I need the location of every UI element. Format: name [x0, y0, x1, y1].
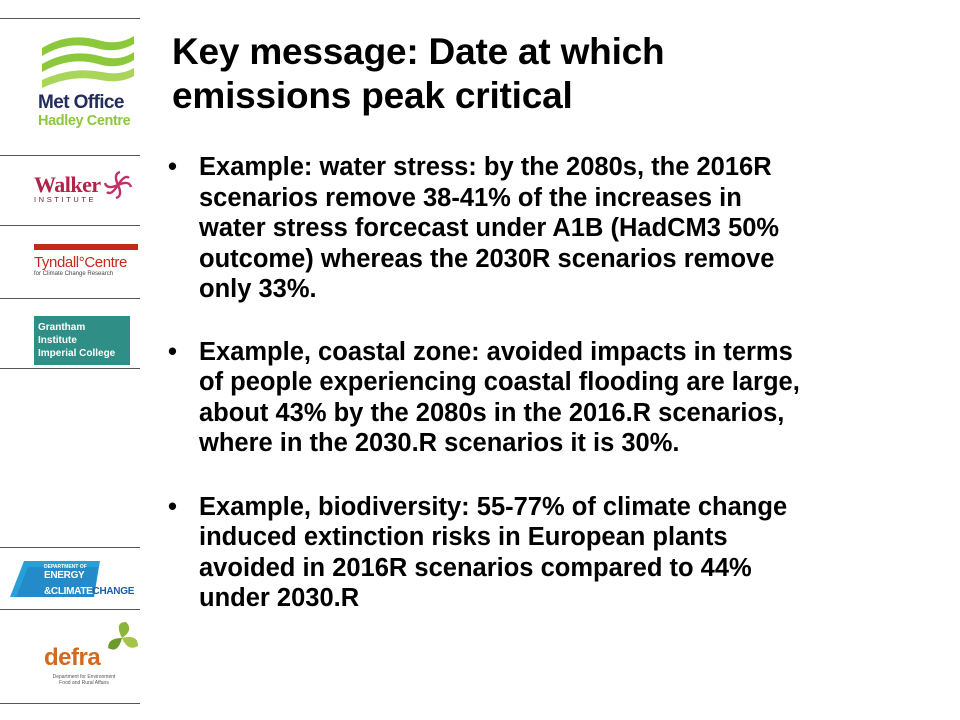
bullet-line: Example: water stress: by the 2080s, the 2016R [199, 153, 772, 181]
met-office-logo [38, 30, 136, 130]
walker-flower-icon [103, 170, 133, 200]
bullet-line: water stress forcecast under A1B (HadCM3 50% [199, 214, 780, 242]
sidebar-divider [0, 609, 140, 610]
slide-title-line: Key message: Date at which [172, 31, 665, 72]
decc-climate: &CLIMATE [44, 586, 93, 597]
bullet-item [168, 152, 958, 305]
walker-name: Walker [34, 172, 101, 197]
tyndall-name: Tyndall°Centre [34, 254, 127, 271]
bullet-line: under 2030.R [199, 584, 360, 612]
sidebar-divider [0, 298, 140, 299]
logo-sidebar [0, 0, 140, 720]
slide-title-line: emissions peak critical [172, 75, 573, 116]
bullet-item [168, 492, 958, 614]
defra-leaves-icon [104, 620, 140, 656]
bullet-list [168, 152, 958, 614]
bullet-line: induced extinction risks in European plants [199, 523, 728, 551]
bullet-line: avoided in 2016R scenarios compared to 44% [199, 553, 752, 582]
decc-small-label: DEPARTMENT OF [44, 564, 87, 570]
bullet-line: scenarios remove 38-41% of the increases in [199, 183, 742, 212]
bullet-item [168, 337, 958, 459]
sidebar-divider [0, 18, 140, 19]
sidebar-divider [0, 155, 140, 156]
bullet-line: where in the 2030.R scenarios it is 30%. [199, 429, 680, 457]
grantham-line1: Grantham Institute [38, 322, 86, 346]
grantham-line2: Imperial College [38, 348, 116, 359]
bullet-marker: • [168, 153, 177, 181]
bullet-marker: • [168, 492, 177, 521]
sidebar-divider [0, 368, 140, 369]
met-office-name: Met Office [38, 92, 124, 113]
met-office-sub: Hadley Centre [38, 113, 131, 129]
sidebar-divider [0, 547, 140, 548]
defra-name: defra [44, 644, 101, 671]
defra-sub2: Food and Rural Affairs [59, 680, 109, 686]
bullet-line: outcome) whereas the 2030R scenarios remove [199, 244, 775, 273]
sidebar-divider [0, 225, 140, 226]
bullet-line: of people experiencing coastal flooding are large, [199, 368, 800, 396]
tyndall-red-bar-icon [34, 244, 138, 250]
tyndall-logo [34, 244, 138, 277]
bullet-line: Example, coastal zone: avoided impacts in terms [199, 337, 793, 366]
decc-change: CHANGE [92, 586, 135, 597]
bullet-line: about 43% by the 2080s in the 2016.R scenarios, [199, 398, 785, 427]
met-office-swoosh-icon [38, 30, 136, 88]
grantham-logo [34, 316, 130, 365]
bullet-line: only 33%. [199, 275, 317, 303]
sidebar-divider [0, 703, 140, 704]
decc-logo [10, 561, 140, 597]
bullet-line: Example, biodiversity: 55-77% of climate change [199, 492, 788, 521]
walker-logo [34, 170, 133, 204]
walker-sub: INSTITUTE [34, 195, 97, 204]
tyndall-sub: for Climate Change Research [34, 271, 114, 277]
slide-title [172, 30, 932, 118]
defra-sub1: Department for Environment [52, 674, 116, 680]
decc-energy: ENERGY [44, 570, 85, 581]
bullet-marker: • [168, 337, 177, 366]
